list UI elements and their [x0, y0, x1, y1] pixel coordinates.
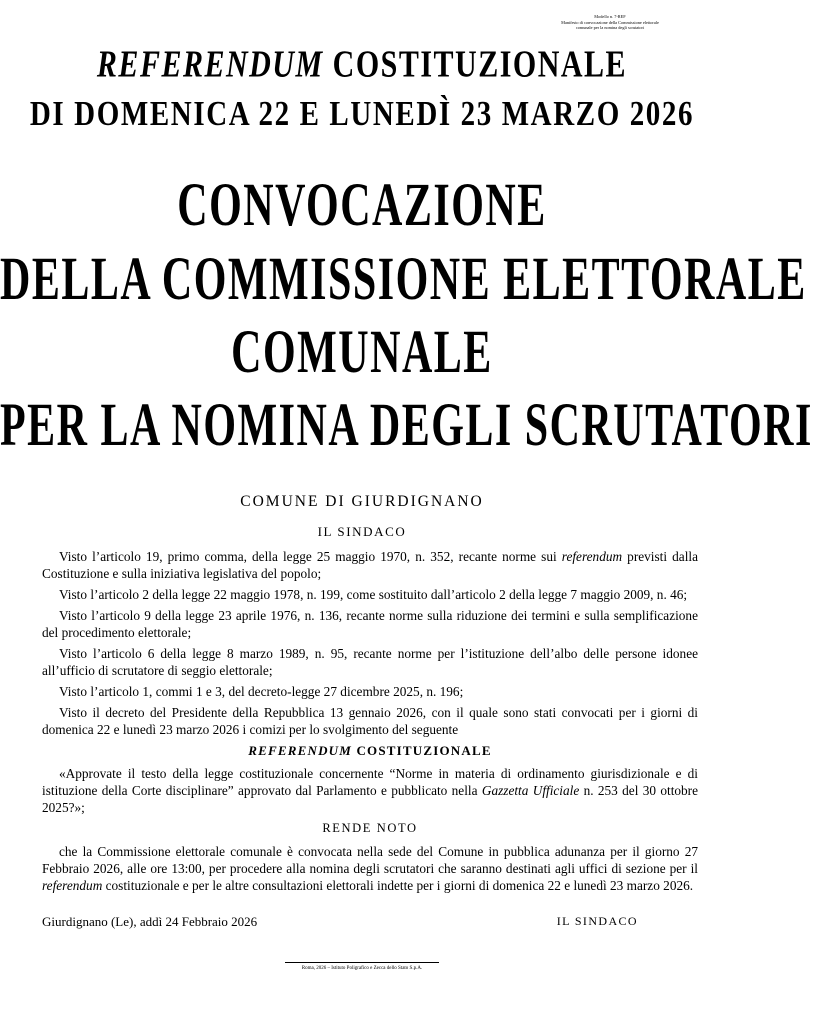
main-title-line1	[0, 172, 724, 240]
visto-paragraph-4: Visto l’articolo 6 della legge 8 marzo 1989, n. 95, recante norme per l’istituzione dell’albo delle persone idonee all’ufficio di scrutatore di seggio elettorale;	[42, 646, 698, 678]
main-title-line3	[0, 319, 724, 387]
comune-name: COMUNE DI GIURDIGNANO	[240, 493, 484, 510]
model-description-line2: comunale per la nomina degli scrutatori	[575, 25, 645, 30]
visto-paragraph-3: Visto l’articolo 9 della legge 23 aprile 1976, n. 136, recante norme sulla riduzione dei termini e sulla semplificazione del procedimento elettorale;	[42, 608, 698, 640]
model-note	[530, 14, 690, 31]
main-title-line2	[0, 246, 807, 314]
referendum-title-italic: REFERENDUM	[96, 43, 324, 86]
referendum-date	[0, 94, 724, 134]
visto-paragraph-2: Visto l’articolo 2 della legge 22 maggio 1978, n. 199, come sostituito dall’articolo 2 della legge 7 maggio 2009, n. 46;	[59, 587, 688, 602]
place-and-date: Giurdignano (Le), addì 24 Febbraio 2026	[42, 914, 258, 929]
printer-credit: Roma, 2026 – Istituto Poligrafico e Zecca dello Stato S.p.A.	[301, 966, 423, 971]
visto-paragraph-5: Visto l’articolo 1, commi 1 e 3, del decreto-legge 27 dicembre 2025, n. 196;	[59, 684, 464, 699]
footer-divider	[285, 962, 439, 963]
main-title-line2-text: DELLA COMMISSIONE ELETTORALE	[0, 246, 807, 314]
visto-paragraph-6: Visto il decreto del Presidente della Repubblica 13 gennaio 2026, con il quale sono stati convocati per i giorni di domenica 22 e lunedì 23 marzo 2026 i comizi per lo svolgimento del seguente	[42, 705, 698, 737]
main-title-line3-text: COMUNALE	[231, 319, 493, 387]
referendum-title-rest: COSTITUZIONALE	[323, 43, 628, 86]
notice-paragraph: che la Commissione elettorale comunale è convocata nella sede del Comune in pubblica adunanza per il giorno 27 Febbraio 2026, alle ore 13:00, per procedere alla nomina degli scrutatori che saranno destinati agli uffici di sezione per il referendum costituzionale e per le altre consultazioni elettorali indette per i giorni di domenica 22 e lunedì 23 marzo 2026.	[42, 844, 698, 893]
main-title-line4-text: PER LA NOMINA DEGLI SCRUTATORI	[0, 392, 813, 460]
body-text	[42, 548, 698, 898]
model-number: Modello n. 7-REF	[594, 14, 626, 19]
main-title-line1-text: CONVOCAZIONE	[177, 172, 547, 240]
referendum-title	[0, 43, 724, 86]
signature-label: IL SINDACO	[556, 914, 638, 928]
sindaco-heading: IL SINDACO	[317, 524, 407, 539]
referendum-heading: REFERENDUM COSTITUZIONALE	[248, 743, 492, 758]
rende-noto-heading: RENDE NOTO	[322, 821, 418, 835]
visto-paragraph-1: Visto l’articolo 19, primo comma, della legge 25 maggio 1970, n. 352, recante norme sui referendum previsti dalla Costituzione e sulla iniziativa legislativa del popolo;	[42, 549, 698, 581]
model-description-line1: Manifesto di convocazione della Commissione elettorale	[561, 19, 659, 25]
main-title-line4	[0, 392, 813, 460]
referendum-date-text: DI DOMENICA 22 E LUNEDÌ 23 MARZO 2026	[29, 94, 695, 134]
quesito-paragraph: «Approvate il testo della legge costituzionale concernente “Norme in materia di ordinamento giurisdizionale e di istituzione della Corte disciplinare” approvato dal Parlamento e pubblicato nella Gazzetta Ufficiale n. 253 del 30 ottobre 2025?»;	[42, 766, 699, 815]
